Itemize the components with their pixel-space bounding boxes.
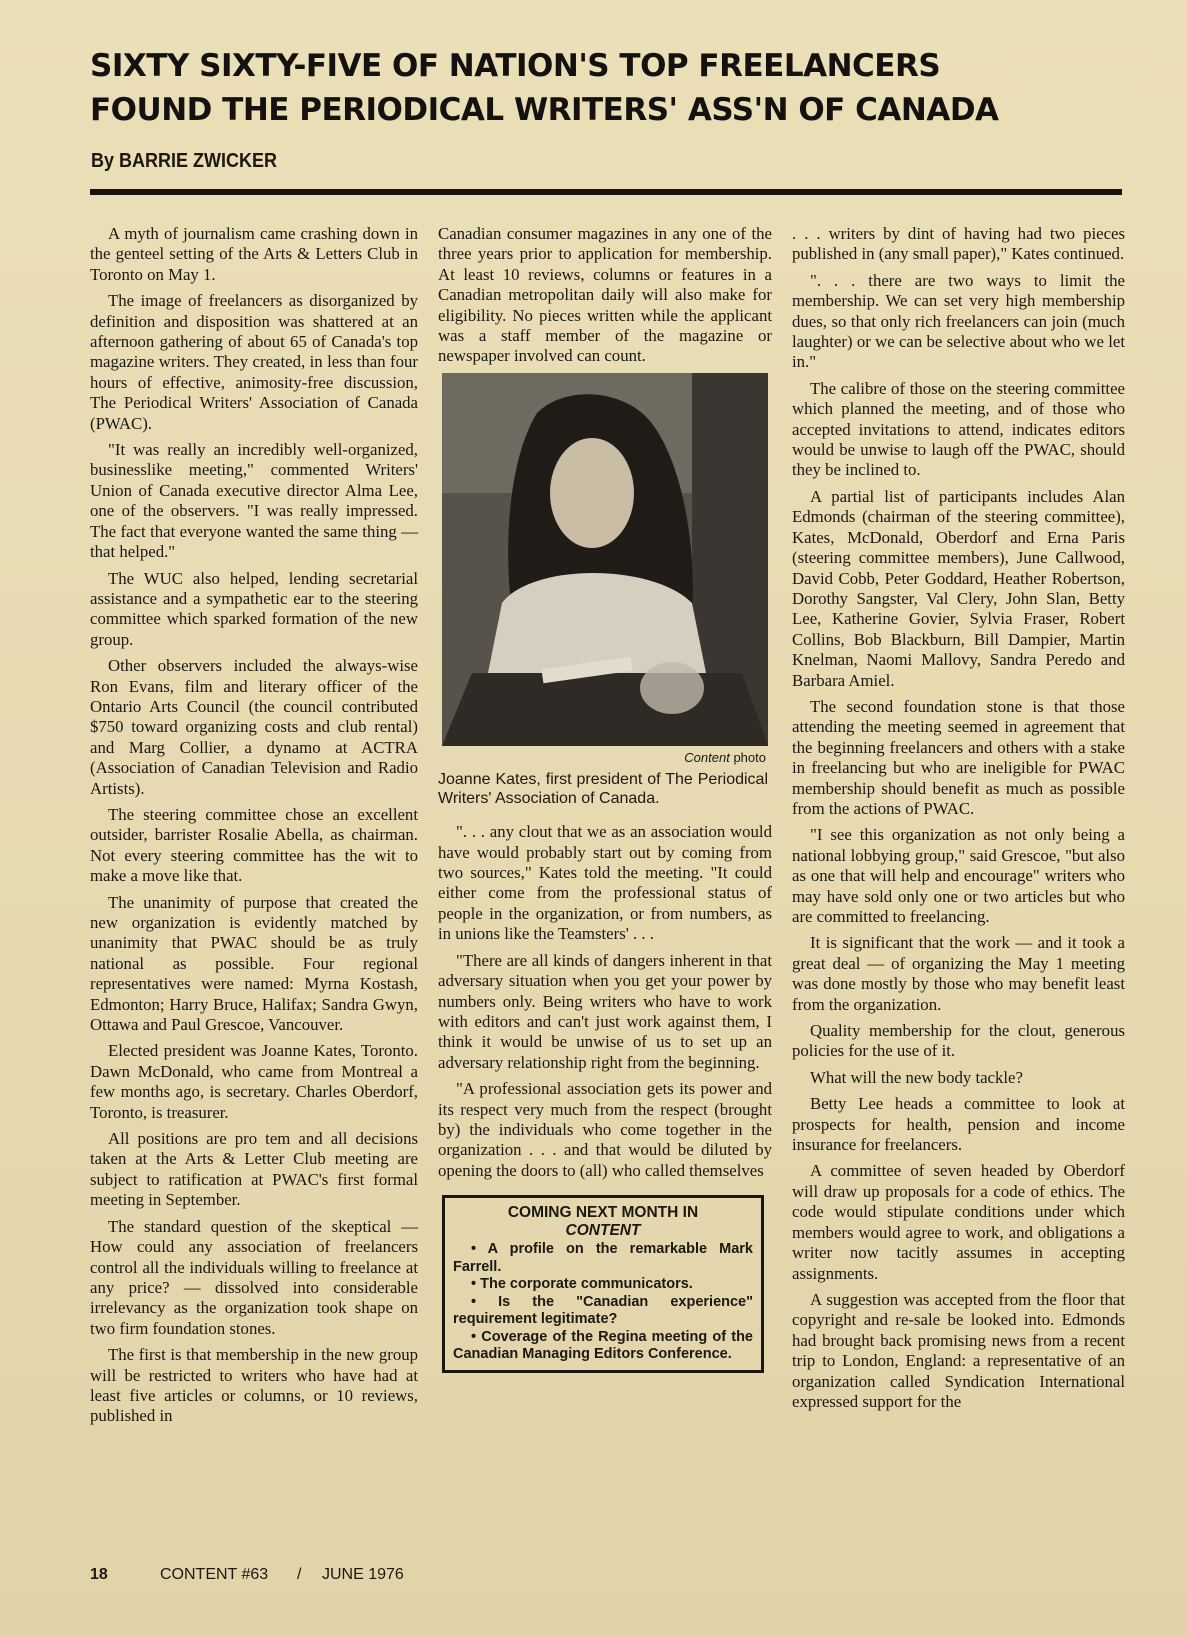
paragraph: The standard question of the skeptical — How could any association of freelancers control all the individuals willing to freelance at any price? — dissolved into considerable irrelevancy as the organization took shape on two firm foundation stones. <box>90 1216 418 1338</box>
box-title: COMING NEXT MONTH IN <box>507 1204 699 1222</box>
box-title-magazine: CONTENT <box>565 1221 641 1239</box>
paragraph: Quality membership for the clout, generous policies for the use of it. <box>792 1021 1125 1061</box>
paragraph: ". . . there are two ways to limit the membership. We can set very high membership dues, so that only rich freelancers can join (much laughter) or we can be selective about who we let in." <box>792 270 1125 372</box>
footer-separator: / <box>297 1566 302 1583</box>
paragraph: "It was really an incredibly well-organized, businesslike meeting," commented Writers' Union of Canada executive director Alma Lee, one of the observers. "I was really impressed. The fact that everyone wanted the same thing — that helped." <box>90 440 418 562</box>
paragraph: The first is that membership in the new group will be restricted to writers who have had at least five articles or columns, or 10 reviews, published in <box>90 1345 418 1426</box>
paragraph: The calibre of those on the steering committee which planned the meeting, and of those who accepted invitations to attend, indicates editors would be unwise to laugh off the PWAC, should they be inclined to. <box>792 378 1125 480</box>
paragraph: . . . writers by dint of having had two pieces published in (any small paper)," Kates continued. <box>792 224 1125 264</box>
headline <box>90 44 1120 132</box>
page-number: 18 <box>90 1566 108 1583</box>
paragraph: The second foundation stone is that those attending the meeting seemed in agreement that the beginning freelancers and others with a stake in freelancing but who are ineligible for PWAC membership should benefit as much as possible from the actions of PWAC. <box>792 696 1125 818</box>
paragraph: "There are all kinds of dangers inherent in that adversary situation when you get your power by numbers only. Being writers who have to work with editors and can't just work against them, I think it would be unwise of us to set up an adversary relationship right from the beginning. <box>438 950 772 1072</box>
byline: By BARRIE ZWICKER <box>91 150 278 172</box>
paragraph: "I see this organization as not only being a national lobbying group," said Grescoe, "but also as one that will help and encourage" writers who may have sold only one or two articles but who are committed to freelancing. <box>792 825 1125 926</box>
paragraph: Betty Lee heads a committee to look at prospects for health, pension and income insurance for freelancers. <box>792 1094 1125 1155</box>
paragraph: The WUC also helped, lending secretarial assistance and a sympathetic ear to the steering committee which sparked formation of the new group. <box>90 568 418 649</box>
paragraph: A committee of seven headed by Oberdorf will draw up proposals for a code of ethics. The code would stipulate conditions under which members would agree to work, and obligations a writer now tacitly assumes in accepting assignments. <box>792 1161 1125 1283</box>
box-item: • Coverage of the Regina meeting of the Canadian Managing Editors Conference. <box>453 1328 753 1363</box>
paragraph: Other observers included the always-wise Ron Evans, film and literary officer of the Ontario Arts Council (the council contributed $750 toward organizing costs and club rental) and Marg Collier, a dynamo at ACTRA (Association of Canadian Television and Radio Artists). <box>90 656 418 798</box>
box-item: • The corporate communicators. <box>471 1276 693 1293</box>
headline-line-2: FOUND THE PERIODICAL WRITERS' ASS'N OF CANADA <box>90 92 999 128</box>
photo-credit-italic: Content <box>684 749 730 765</box>
photo-credit-rest: photo <box>729 749 766 765</box>
paragraph: The unanimity of purpose that created the new organization is evidently matched by unanimity that PWAC should be as truly national as possible. Four regional representatives were named: Myrna Kostash, Edmonton; Harry Bruce, Halifax; Sandra Gwyn, Ottawa and Paul Grescoe, Vancouver. <box>90 892 418 1035</box>
column-1 <box>90 224 418 1433</box>
photo-credit <box>438 748 766 768</box>
paragraph: It is significant that the work — and it took a great deal — of organizing the May 1 meeting was done mostly by those who may benefit least from the organization. <box>792 933 1125 1014</box>
photo-joanne-kates <box>442 373 768 746</box>
box-item: • Is the "Canadian experience" requirement legitimate? <box>453 1293 753 1328</box>
paragraph: All positions are pro tem and all decisions taken at the Arts & Letter Club meeting are subject to ratification at PWAC's first formal meeting in September. <box>90 1129 418 1210</box>
headline-line-1: SIXTY SIXTY-FIVE OF NATION'S TOP FREELANCERS <box>90 48 941 84</box>
paragraph: What will the new body tackle? <box>810 1067 1023 1087</box>
paragraph: The image of freelancers as disorganized by definition and disposition was shattered at an afternoon gathering of about 65 of Canada's top magazine writers. They created, in less than four hours of effective, animosity-free discussion, The Periodical Writers' Association of Canada (PWAC). <box>90 291 418 433</box>
paragraph: Elected president was Joanne Kates, Toronto. Dawn McDonald, who came from Montreal a few months ago, is secretary. Charles Oberdorf, Toronto, is treasurer. <box>90 1041 418 1122</box>
paragraph: A suggestion was accepted from the floor that copyright and re-sale be looked into. Edmonds had brought back promising news from a recent trip to London, England: a representative of an organization called Syndication International expressed support for the <box>792 1289 1125 1411</box>
paragraph: A myth of journalism came crashing down in the genteel setting of the Arts & Letters Club in Toronto on May 1. <box>90 224 418 284</box>
column-3 <box>792 224 1125 1418</box>
photo-caption: Joanne Kates, first president of The Periodical Writers' Association of Canada. <box>438 771 768 808</box>
paragraph: The steering committee chose an excellent outsider, barrister Rosalie Abella, as chairman. Not every steering committee has the wit to make a move like that. <box>90 804 418 886</box>
photo-illustration <box>442 373 768 746</box>
magazine-issue: CONTENT #63 <box>160 1566 269 1583</box>
box-item: • A profile on the remarkable Mark Farrell. <box>453 1241 753 1275</box>
paragraph: ". . . any clout that we as an association would have would probably start out by coming from two sources," Kates told the meeting. "It could either come from the professional status of people in the organization, or from numbers, as in unions like the Teamsters' . . . <box>438 822 772 944</box>
issue-date: JUNE 1976 <box>322 1566 404 1583</box>
coming-next-month-box <box>442 1195 764 1373</box>
column-2 <box>438 224 772 1373</box>
headline-rule <box>90 189 1122 195</box>
paragraph: "A professional association gets its power and its respect very much from the respect (brought by) the individuals who come together in the organization . . . and that would be diluted by opening the doors to (all) who called themselves <box>438 1079 772 1180</box>
paragraph: Canadian consumer magazines in any one of the three years prior to application for membership. At least 10 reviews, columns or features in a Canadian metropolitan daily will also make for eligibility. No pieces written while the applicant was a staff member of the magazine or newspaper involved can count. <box>438 224 772 366</box>
paragraph: A partial list of participants includes Alan Edmonds (chairman of the steering committee), Kates, McDonald, Oberdorf and Erna Paris (steering committee members), June Callwood, David Cobb, Peter Goddard, Heather Robertson, Dorothy Sangster, Val Clery, John Slan, Betty Lee, Katherine Govier, Sylvia Fraser, Robert Collins, Bob Blackburn, Bill Dampier, Martin Knelman, Naomi Mallovy, Sandra Peredo and Barbara Amiel. <box>792 486 1125 690</box>
